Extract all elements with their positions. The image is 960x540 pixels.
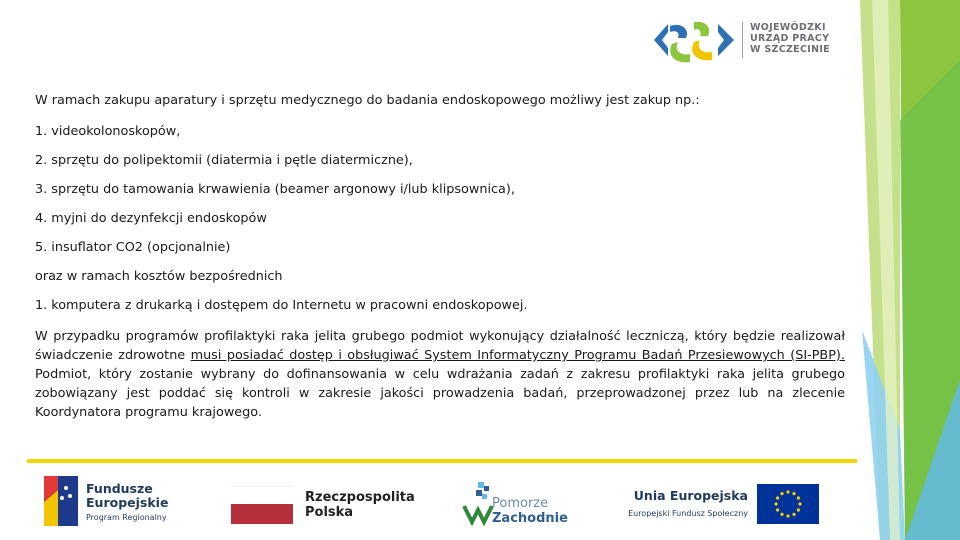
list-item: 5. insuflator CO2 (opcjonalnie): [35, 240, 231, 255]
ue-title: Unia Europejska: [633, 488, 748, 503]
pomorze-emblem-icon: [462, 480, 494, 526]
wup-logo: [650, 16, 830, 68]
footer-divider: [27, 459, 857, 463]
note-text-before: W przypadku programów profilaktyki raka jelita grubego podmiot wykonujący działalność leczniczą, który będzie realizował świadczenie zdrowotne: [35, 329, 845, 363]
rzeczpospolita-polska-logo: [231, 486, 431, 526]
pz-line-2: Zachodnie: [492, 511, 568, 526]
fe-title-line-2: Europejskie: [86, 495, 169, 510]
unia-europejska-logo: [612, 486, 822, 526]
wup-emblem-icon: [650, 16, 740, 68]
pz-line-1: Pomorze: [492, 496, 549, 511]
flag-red-icon: [231, 504, 293, 524]
intro-text: W ramach zakupu aparatury i sprzętu medycznego do badania endoskopowego możliwy jest zakup np.:: [35, 93, 700, 108]
logo-line-1: WOJEWÓDZKI: [750, 22, 826, 33]
fe-emblem-icon: [44, 476, 78, 526]
fundusze-europejskie-logo: [44, 476, 214, 528]
list-item: 4. myjni do dezynfekcji endoskopów: [35, 211, 267, 226]
note-paragraph: [35, 327, 845, 422]
direct-costs-item: 1. komputera z drukarką i dostępem do Internetu w pracowni endoskopowej.: [35, 298, 528, 313]
pomorze-zachodnie-logo: [462, 480, 572, 528]
note-text-after: Podmiot, który zostanie wybrany do dofinansowania w celu wdrażania zadań z zakresu profilaktyki raka jelita grubego zobowiązany jest poddać się kontroli w zakresie jakości prowadzenia badań, przeprowadzonej przez lub na zlecenie Koordynatora programu krajowego.: [35, 367, 845, 420]
list-item: 2. sprzętu do polipektomii (diatermia i pętle diatermiczne),: [35, 153, 413, 168]
rp-line-2: Polska: [305, 505, 354, 520]
list-item: 3. sprzętu do tamowania krwawienia (beamer argonowy i/lub klipsownica),: [35, 182, 515, 197]
fe-title-line-1: Fundusze: [86, 481, 153, 496]
ue-subtitle: Europejski Fundusz Społeczny: [628, 509, 748, 518]
eu-flag-icon: [757, 484, 819, 524]
rp-line-1: Rzeczpospolita: [305, 490, 415, 505]
wup-logo-text: [750, 22, 830, 55]
list-item: 1. videokolonoskopów,: [35, 124, 181, 139]
logo-line-3: W SZCZECINIE: [750, 44, 830, 55]
logo-line-2: URZĄD PRACY: [750, 33, 830, 44]
flag-white-icon: [231, 486, 293, 506]
fe-subtitle: Program Regionalny: [86, 513, 167, 522]
logo-divider: [742, 22, 743, 58]
direct-costs-intro: oraz w ramach kosztów bezpośrednich: [35, 269, 283, 284]
note-text-underlined: musi posiadać dostęp i obsługiwać System Informatyczny Programu Badań Przesiewowych (SI-PBP).: [190, 348, 845, 363]
